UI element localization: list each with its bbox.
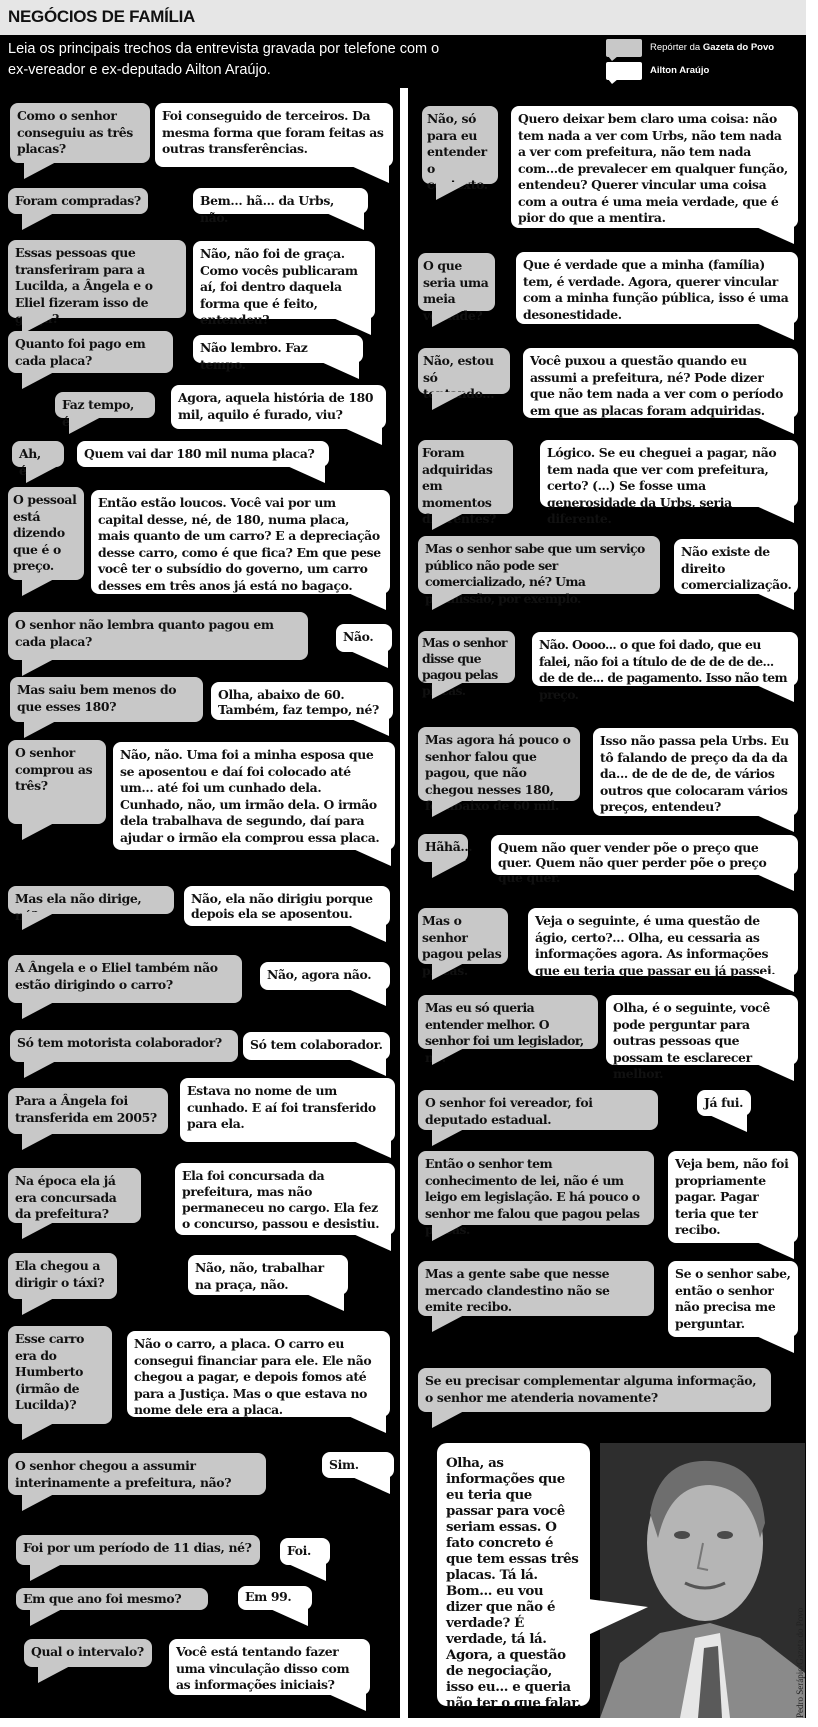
answer-bubble: Veja o seguinte, é uma questão de ágio, certo?... Olha, eu cessaria as informações agora. As informações que eu teria que passar eu já passei. (528, 908, 798, 976)
answer-bubble: Não, não. Uma foi a minha esposa que se aposentou e daí foi colocado até um... até foi um cunhado dela. Cunhado, não, um irmão dela. O irmão dela trabalhava de segundo, daí para ajudar o irmão ela comprou essa placa. (113, 742, 395, 850)
question-bubble: Mas ela não dirige, né? (8, 886, 174, 914)
bubble-tail (22, 1132, 56, 1150)
bubble-tail (30, 1563, 64, 1581)
question-bubble: Para a Ângela foi transferida em 2005? (8, 1088, 168, 1134)
bubble-tail (319, 361, 359, 379)
question-bubble: Esse carro era do Humberto (irmão de Lucilda)? (8, 1326, 112, 1424)
bubble-tail (286, 1563, 326, 1581)
bubble-tail (331, 317, 371, 335)
bubble-tail (26, 465, 60, 483)
question-bubble: Na época ela já era concursada da prefeitura? (8, 1168, 141, 1223)
question-bubble: A Ângela e o Eliel também não estão dirigindo o carro? (8, 955, 242, 1003)
answer-bubble: Estava no nome de um cunhado. E aí foi transferido para ela. (180, 1078, 395, 1142)
question-bubble: Não, estou só tentando... (418, 348, 510, 394)
bubble-tail (285, 465, 325, 483)
answer-bubble: Já fui. (697, 1090, 751, 1116)
bubble-tail (436, 182, 470, 200)
answer-bubble: Olha, é o seguinte, você pode perguntar para outras pessoas que possam te esclarecer melhor. (606, 995, 798, 1065)
question-bubble: O senhor chegou a assumir interinamente a prefeitura, não? (8, 1453, 266, 1495)
bubble-tail (754, 684, 794, 702)
answer-bubble: Não o carro, a placa. O carro eu consegui financiar para ele. Ele não chegou a pagar, e depois fomos até para a Justiça. Mas o que estava no nome dele era a placa. (127, 1331, 390, 1417)
answer-bubble: Não lembro. Faz tempo. (193, 335, 363, 363)
question-bubble: O senhor comprou as três? (8, 740, 106, 824)
bubble-tail (22, 578, 56, 596)
question-bubble: Faz tempo, é? (55, 392, 155, 418)
bubble-tail (349, 165, 389, 183)
bubble-tail (432, 392, 466, 410)
question-bubble: Em que ano foi mesmo? (16, 1588, 208, 1610)
answer-bubble: Se o senhor sabe, então o senhor não precisa me perguntar. (668, 1261, 798, 1337)
bubble-tail (69, 416, 103, 434)
bubble-tail (432, 1410, 466, 1428)
question-bubble: O senhor foi vereador, foi deputado estadual. (418, 1090, 658, 1130)
bubble-tail (24, 161, 58, 179)
question-bubble: Então o senhor tem conhecimento de lei, não é um leigo em legislação. E há pouco o senhor me falou que pagou pelas placas. (418, 1151, 654, 1225)
bubble-tail (754, 226, 794, 244)
question-bubble: O senhor não lembra quanto pagou em cada placa? (8, 612, 308, 660)
bubble-tail (22, 371, 56, 389)
photo-credit: Pedro Serápio/Gazeta do Povo (795, 1607, 805, 1718)
bubble-tail (22, 212, 56, 230)
answer-bubble: Ela foi concursada da prefeitura, mas não permaneceu no cargo. Ela fez o concurso, passou e desistiu. (175, 1163, 395, 1235)
answer-bubble: Isso não passa pela Urbs. Eu tô falando de preço da da da da... de de de de, de vários outros que colocaram vários preços, entendeu? (593, 728, 798, 816)
answer-bubble: Foi conseguido de terceiros. Da mesma forma que foram feitas as outras transferências. (155, 103, 393, 167)
question-bubble: Quanto foi pago em cada placa? (8, 331, 173, 373)
answer-bubble: Quem vai dar 180 mil numa placa? (77, 441, 329, 467)
page-title: NEGÓCIOS DE FAMÍLIA (8, 7, 195, 26)
bubble-tail (432, 592, 466, 610)
bubble-tail (30, 1608, 64, 1626)
question-bubble: Mas o senhor disse que pagou pelas placas. (418, 631, 515, 683)
question-bubble: Só tem motorista colaborador? (10, 1030, 238, 1062)
question-bubble: Mas eu só queria entender melhor. O senhor foi um legislador, né? (418, 995, 598, 1049)
answer-bubble: Não, não, trabalhar na praça, não. (188, 1255, 348, 1295)
question-bubble: Hãhã... (418, 834, 468, 862)
answer-bubble: Bem... hã... da Urbs, não. (193, 188, 368, 214)
question-bubble: Mas a gente sabe que nesse mercado clandestino não se emite recibo. (418, 1261, 654, 1316)
answer-bubble: Então estão loucos. Você vai por um capital desse, né, de 180, numa placa, mais quanto de um carro? E a depreciação desse carro, como é que fica? Em que pese você ter o subsídio do governo, um carro desses em três anos já está no bagaço. (91, 490, 390, 594)
bubble-tail (346, 1058, 386, 1076)
question-bubble: Foram adquiridas em momentos diferentes? (418, 440, 513, 514)
bubble-tail (754, 592, 794, 610)
bubble-tail (754, 1063, 794, 1081)
bubble-tail (346, 924, 386, 942)
title-bar (0, 0, 806, 35)
bubble-tail (432, 1047, 466, 1065)
bubble-tail (346, 592, 386, 610)
bubble-tail (346, 988, 386, 1006)
bubble-tail (22, 1221, 56, 1239)
answer-bubble: Que é verdade que a minha (família) tem, é verdade. Agora, querer vincular com a minha função pública, isso é uma desonestidade. (516, 252, 798, 324)
answer-bubble: Você está tentando fazer uma vinculação disso com as informações iniciais? (169, 1639, 370, 1695)
bubble-tail (351, 1233, 391, 1251)
bubble-tail (22, 822, 56, 840)
question-bubble: Foram compradas? (8, 188, 148, 214)
interviewee-bubble-icon (606, 62, 642, 80)
answer-bubble: Não, não foi de graça. Como vocês publicaram aí, foi dentro daquela forma que é feito, entendeu? (193, 241, 375, 319)
bubble-tail (432, 860, 466, 878)
bubble-tail (351, 848, 391, 866)
bubble-tail (432, 309, 466, 327)
question-bubble: Mas o senhor pagou pelas placas. (418, 908, 508, 964)
bubble-tail (754, 322, 794, 340)
question-bubble: Se eu precisar complementar alguma informação, o senhor me atenderia novamente? (418, 1368, 771, 1412)
question-bubble: Como o senhor conseguiu as três placas? (10, 103, 150, 163)
bubble-tail (432, 1223, 466, 1241)
intro-text: Leia os principais trechos da entrevista gravada por telefone com o ex-vereador e ex-deputado Ailton Araújo. (8, 41, 440, 78)
answer-bubble: Só tem colaborador. (243, 1032, 390, 1060)
question-bubble: Foi por um período de 11 dias, né? (16, 1535, 260, 1565)
question-bubble: Qual o intervalo? (24, 1639, 152, 1667)
bubble-tail (22, 1297, 56, 1315)
question-bubble: Essas pessoas que transferiram para a Lucilda, a Ângela e o Eliel fizeram isso de graça? (8, 240, 186, 318)
bubble-tail (268, 1608, 308, 1626)
bubble-tail (432, 1314, 466, 1332)
question-bubble: Mas saiu bem menos do que esses 180? (10, 677, 203, 722)
question-bubble: Mas o senhor sabe que um serviço público não pode ser comercializado, né? Uma permissão, por exemplo. (418, 536, 660, 594)
bubble-tail (24, 1060, 58, 1078)
answer-bubble: Olha, abaixo de 60. Também, faz tempo, né? (211, 682, 393, 720)
bubble-tail (22, 1493, 56, 1511)
question-bubble: O pessoal está dizendo que é o preço. (8, 487, 84, 580)
bubble-tail (38, 1665, 72, 1683)
answer-bubble: Não. (336, 624, 392, 652)
bubble-tail (754, 974, 794, 992)
answer-bubble: Sim. (322, 1452, 394, 1478)
bubble-tail (342, 427, 382, 445)
answer-bubble: Não, agora não. (260, 962, 390, 990)
answer-bubble: Não, ela não dirigiu porque depois ela se aposentou. (184, 886, 390, 926)
reporter-bubble-icon (606, 39, 642, 57)
answer-bubble: Não. Oooo... o que foi dado, que eu falei, não foi a título de de de de de... de de de... de pagamento. Isso não tem preço. (532, 632, 798, 686)
bubble-tail (22, 658, 56, 676)
answer-bubble: Veja bem, não foi propriamente pagar. Pagar teria que ter recibo. (668, 1151, 798, 1243)
bubble-tail (346, 1415, 386, 1433)
answer-bubble: Você puxou a questão quando eu assumi a prefeitura, né? Pode dizer que não tem nada a ver com o período em que as placas foram adquiridas. (523, 348, 798, 418)
legend-interviewee-label: Ailton Araújo (650, 65, 710, 76)
intro-bar (0, 35, 806, 88)
answer-bubble: Agora, aquela história de 180 mil, aquilo é furado, viu? (171, 385, 386, 429)
legend-reporter-label: Repórter da Gazeta do Povo (650, 42, 775, 53)
bubble-tail (754, 416, 794, 434)
question-bubble: O que seria uma meia verdade? (418, 253, 495, 311)
question-bubble: Ah, é? (12, 441, 64, 467)
bubble-tail (754, 873, 794, 891)
bubble-tail (304, 1293, 344, 1311)
bubble-tail (22, 1422, 56, 1440)
bubble-tail (351, 1140, 391, 1158)
final-answer-bubble: Olha, as informações que eu teria que passar para você seriam essas. O fato concreto é que tem essas três placas. Tá lá. Bom... eu vou dizer que não é verdade? É verdade, tá lá. Agora, a questão de negociação, isso eu... e queria não ter o que falar. (437, 1443, 590, 1706)
bubble-tail (22, 912, 56, 930)
bubble-tail (326, 1693, 366, 1711)
bubble-tail (754, 1335, 794, 1353)
bubble-tail (349, 718, 389, 736)
bubble-tail (24, 720, 58, 738)
bubble-tail (707, 1114, 747, 1132)
question-bubble: Mas agora há pouco o senhor falou que pagou, que não chegou nesses 180, foi abaixo de 60 mil. (418, 727, 580, 801)
answer-bubble: Foi. (280, 1538, 330, 1565)
bubble-tail (432, 681, 466, 699)
bubble-tail (22, 1001, 56, 1019)
bubble-tail (432, 799, 466, 817)
bubble-tail (432, 962, 466, 980)
bubble-tail (754, 814, 794, 832)
question-bubble: Ela chegou a dirigir o táxi? (8, 1253, 117, 1299)
bubble-tail (350, 1476, 390, 1494)
bubble-tail (754, 1241, 794, 1259)
answer-bubble: Não existe de direito comercialização. (674, 539, 798, 594)
bubble-tail (432, 1128, 466, 1146)
bubble-tail (324, 212, 364, 230)
question-bubble: Não, só para eu entender o contexto. (422, 106, 498, 184)
bubble-tail (754, 505, 794, 523)
answer-bubble: Em 99. (238, 1586, 312, 1610)
column-divider (400, 88, 408, 1718)
bubble-tail (432, 512, 466, 530)
answer-bubble: Quem não quer vender põe o preço que quer. Quem não quer perder põe o preço que quer. (491, 835, 798, 875)
answer-bubble: Lógico. Se eu cheguei a pagar, não tem nada que ver com prefeitura, certo? (...) Se fosse uma generosidade da Urbs, seria diferente. (540, 440, 798, 507)
answer-bubble: Quero deixar bem claro uma coisa: não tem nada a ver com Urbs, não tem nada a ver com prefeitura, não tem nada com...de prevalecer em qualquer função, entendeu? Querer vincular uma coisa com a outra é uma meia verdade, que é pior do que a mentira. (511, 106, 798, 228)
bubble-tail (348, 650, 388, 668)
